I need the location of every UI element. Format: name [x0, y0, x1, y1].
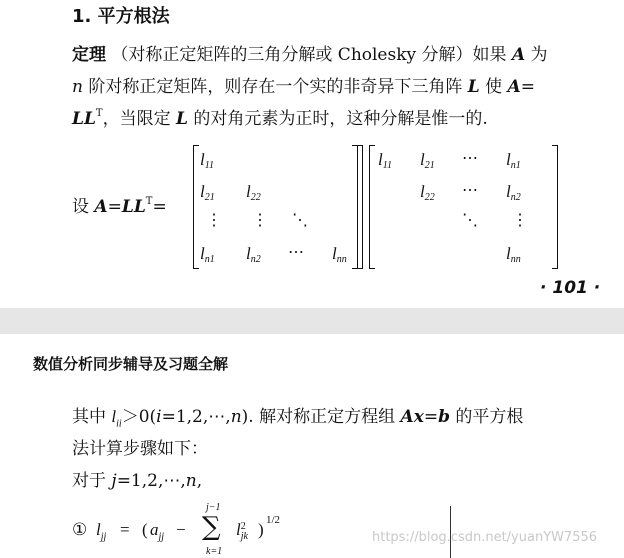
para2-line1-h: = — [423, 407, 439, 427]
para2-line3-b: j — [111, 471, 117, 491]
theorem-line3-tail: 的对角元素为正时，这种分解是惟一的. — [193, 109, 488, 129]
theorem-line2-eq: = — [520, 77, 535, 97]
theorem-line-1 — [72, 40, 548, 65]
set-prefix: 设 — [72, 197, 89, 217]
set-T: T — [145, 196, 153, 207]
matrix-upper-cell: $l_{22}$ — [420, 182, 435, 203]
matrix-lower-cell: $l_{n2}$ — [246, 244, 261, 265]
formula-lhs: $l_{jj}$ — [96, 520, 107, 543]
lower-matrix-right-bracket-outer — [357, 145, 363, 269]
formula-a: $a_{jj}$ — [150, 520, 165, 543]
para2-line-1 — [72, 402, 523, 429]
set-LL: LL — [121, 197, 146, 217]
matrix-lower-hdots: ⋯ — [288, 244, 304, 261]
theorem-line2-A: A — [507, 77, 521, 97]
formula-paren-open: ( — [142, 520, 148, 539]
theorem-line3-L: L — [175, 109, 188, 129]
para2-line1-b: ＞0( — [121, 407, 157, 427]
para2-line1-i: b — [438, 407, 450, 427]
formula-term: l 2 jk — [236, 520, 248, 542]
para2-line3-e: , — [196, 471, 203, 491]
formula-minus: − — [176, 520, 186, 539]
matrix-upper-hdots: ⋯ — [462, 182, 478, 199]
para2-line1-f: ). 解对称正定方程组 — [241, 407, 396, 427]
matrix-lower-cell: $l_{n1}$ — [200, 244, 215, 265]
theorem-line3-text: ，当限定 — [102, 109, 171, 129]
formula-paren-close: ) — [258, 520, 264, 539]
matrix-upper-cell: $l_{n1}$ — [506, 150, 521, 171]
section-title: 1. 平方根法 — [72, 6, 170, 27]
para2-line1-e: n — [230, 407, 242, 427]
page-number: · 101 · — [540, 278, 601, 298]
matrix-lower — [200, 150, 355, 268]
formula-sum-top: j−1 — [206, 502, 221, 513]
para2-line1-g: Ax — [400, 407, 424, 427]
set-eq2: = — [152, 197, 167, 217]
matrix-upper-hdots: ⋯ — [462, 150, 478, 167]
para2-line3-a: 对于 — [72, 471, 106, 491]
matrix-upper-cell: $l_{11}$ — [378, 150, 392, 171]
set-A: A — [94, 197, 108, 217]
running-header: 数值分析同步辅导及习题全解 — [33, 355, 229, 373]
theorem-line-3 — [72, 104, 488, 129]
matrix-upper-ddots: ⋱ — [462, 212, 478, 229]
formula-sum-symbol: ∑ — [202, 512, 221, 542]
matrix-lower-cell: $l_{22}$ — [246, 182, 261, 203]
formula-circle-number: ① — [72, 520, 88, 539]
theorem-line3-T: T — [95, 108, 103, 119]
para2-line1-c: i — [156, 407, 162, 427]
para2-line3-d: n — [185, 471, 197, 491]
theorem-line1-tail: 为 — [530, 45, 548, 65]
para2-line-2: 法计算步骤如下： — [72, 439, 208, 459]
theorem-line2-tail: 使 — [485, 77, 503, 97]
para2-line-3 — [72, 466, 202, 491]
para2-line3-c: =1,2,⋯, — [116, 471, 186, 491]
matrix-upper — [378, 150, 553, 268]
para2-lii: $l_{ii}$ — [111, 407, 122, 430]
matrix-lower-cell: $l_{21}$ — [200, 182, 215, 203]
matrix-upper-cell: $l_{nn}$ — [506, 244, 521, 265]
set-eq: = — [107, 197, 122, 217]
theorem-line-2 — [72, 72, 535, 97]
matrix-upper-cell: $l_{n2}$ — [506, 182, 521, 203]
matrix-upper-cell: $l_{21}$ — [420, 150, 435, 171]
matrix-lower-vdots: ⋮ — [206, 212, 222, 229]
matrix-lower-cell: $l_{11}$ — [200, 150, 214, 171]
para2-line1-a: 其中 — [72, 407, 106, 427]
set-expression — [72, 192, 167, 217]
matrix-lower-ddots: ⋱ — [292, 212, 308, 229]
matrix-upper-vdots: ⋮ — [512, 212, 528, 229]
theorem-line1-text: （对称正定矩阵的三角分解或 Cholesky 分解）如果 — [111, 45, 507, 65]
formula-exponent: 1/2 — [266, 514, 281, 526]
page-gap — [0, 308, 624, 334]
upper-matrix-left-bracket — [369, 145, 375, 269]
theorem-line2-n: n — [72, 77, 83, 97]
formula-sum-bottom: k=1 — [206, 546, 223, 557]
matrix-lower-vdots: ⋮ — [252, 212, 268, 229]
matrix-lower-cell: $l_{nn}$ — [332, 244, 347, 265]
theorem-line1-A: A — [511, 45, 526, 65]
formula-eq: = — [120, 520, 130, 539]
theorem-line2-L: L — [467, 77, 480, 97]
theorem-label: 定理 — [72, 45, 106, 65]
lower-matrix-left-bracket — [193, 145, 199, 269]
theorem-line3-LL: LL — [72, 109, 96, 129]
watermark-url: https://blog.csdn.net/yuanYW7556 — [372, 530, 598, 545]
para2-line1-d: =1,2,⋯, — [161, 407, 231, 427]
theorem-line2-text: 阶对称正定矩阵，则存在一个实的非奇异下三角阵 — [88, 77, 463, 97]
para2-line1-j: 的平方根 — [455, 407, 524, 427]
